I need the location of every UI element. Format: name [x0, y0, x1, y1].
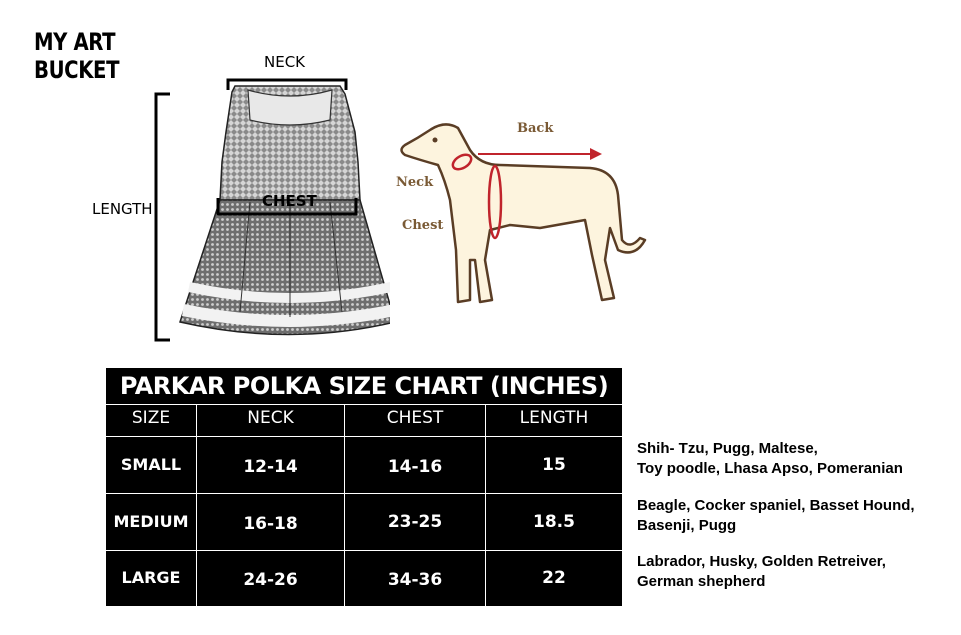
brand-line-1: MY ART — [34, 28, 116, 56]
row-small-chest: 14-16 — [387, 457, 443, 477]
row-small-length: 15 — [542, 455, 566, 475]
row-large-neck: 24-26 — [243, 570, 298, 590]
back-label: Back — [517, 121, 554, 136]
neck-dimension-label: NECK — [264, 53, 306, 71]
row-small-neck: 12-14 — [243, 457, 298, 477]
row-large-chest: 34-36 — [387, 570, 443, 590]
size-chart-table — [106, 368, 622, 606]
row-large-length: 22 — [542, 568, 566, 588]
header-chest: CHEST — [386, 408, 444, 428]
header-size: SIZE — [131, 408, 171, 428]
size-chart-title: PARKAR POLKA SIZE CHART (INCHES) — [119, 372, 609, 400]
brand-logo — [34, 28, 119, 84]
row-medium-length: 18.5 — [533, 512, 575, 532]
row-medium-size: MEDIUM — [113, 512, 189, 531]
length-dimension-label: LENGTH — [92, 200, 153, 218]
dog-neck-label: Neck — [396, 175, 434, 190]
dog-illustration — [390, 110, 660, 310]
header-length: LENGTH — [519, 408, 589, 428]
row-medium-neck: 16-18 — [243, 514, 298, 534]
header-neck: NECK — [247, 408, 294, 428]
breeds-medium: Beagle, Cocker spaniel, Basset Hound, Basenji, Pugg — [637, 497, 915, 534]
chest-dimension-label: CHEST — [262, 192, 317, 210]
breeds-small: Shih- Tzu, Pugg, Maltese, Toy poodle, Lhasa Apso, Pomeranian — [637, 440, 903, 477]
row-large-size: LARGE — [121, 568, 181, 587]
row-small-size: SMALL — [120, 455, 182, 474]
row-medium-chest: 23-25 — [387, 512, 443, 532]
breeds-large: Labrador, Husky, Golden Retreiver, German shepherd — [637, 553, 886, 590]
dog-chest-label: Chest — [402, 218, 444, 233]
brand-line-2: BUCKET — [34, 56, 120, 84]
